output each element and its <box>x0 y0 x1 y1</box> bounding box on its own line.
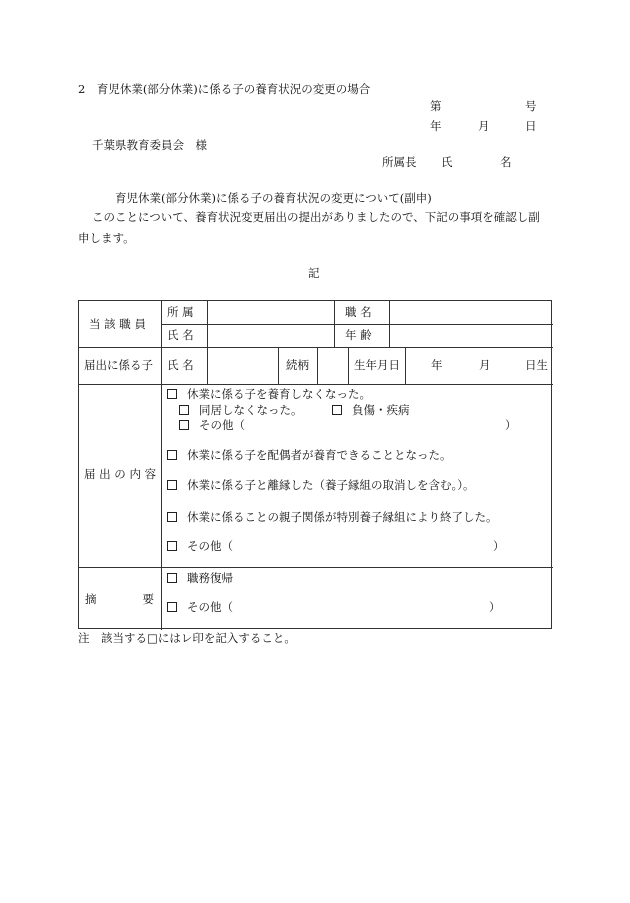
rule <box>79 567 553 568</box>
option-label: 休業に係る子を養育しなくなった。 <box>187 387 371 401</box>
checkbox[interactable] <box>167 480 177 490</box>
checkbox[interactable] <box>179 405 189 415</box>
rule <box>79 347 553 348</box>
checkbox[interactable] <box>179 420 189 430</box>
rule <box>389 301 390 347</box>
sender-name-b: 名 <box>500 155 512 169</box>
rule <box>207 301 208 384</box>
staff-header: 当 該 職 員 <box>89 317 146 331</box>
rule <box>334 301 335 347</box>
rule <box>161 324 553 325</box>
footnote: 注 該当する□にはレ印を記入すること。 <box>78 631 296 645</box>
option-other[interactable] <box>167 541 233 553</box>
option-no-cohabitation[interactable] <box>179 405 303 417</box>
rule <box>79 384 553 385</box>
option-label: 休業に係る子と離縁した（養子縁組の取消しを含む。）。 <box>187 478 475 492</box>
paren-close: ） <box>505 418 517 432</box>
doc-number-suffix: 号 <box>525 99 537 113</box>
option-dissolved-adoption[interactable] <box>167 480 475 492</box>
option-label: その他（ <box>187 539 233 553</box>
checkbox[interactable] <box>167 573 177 583</box>
name-label: 氏 名 <box>167 328 194 342</box>
option-return-to-duty[interactable] <box>167 573 233 585</box>
checkbox[interactable] <box>167 389 177 399</box>
checkbox[interactable] <box>167 541 177 551</box>
rule <box>348 347 349 384</box>
option-label: 同居しなくなった。 <box>199 403 303 417</box>
content-header: 届 出 の 内 容 <box>84 467 157 481</box>
option-label: 休業に係る子を配偶者が養育できることとなった。 <box>187 448 452 462</box>
position-label: 職 名 <box>345 305 372 319</box>
paren-close: ） <box>489 600 501 614</box>
subject-line: 育児休業(部分休業)に係る子の養育状況の変更について(副申) <box>115 191 432 205</box>
doc-number-prefix: 第 <box>430 99 442 113</box>
option-label: 休業に係ることの親子関係が特別養子縁組により終了した。 <box>187 510 498 524</box>
option-spouse-can-raise[interactable] <box>167 450 452 462</box>
option-stop-raising[interactable] <box>167 389 371 401</box>
checkbox[interactable] <box>167 602 177 612</box>
rule <box>161 301 162 630</box>
body-text-line2: 申します。 <box>78 231 135 245</box>
option-label: その他（ <box>187 600 233 614</box>
option-label: 負傷・疾病 <box>352 403 410 417</box>
option-label: その他（ <box>199 418 245 432</box>
body-text-line1: このことについて、養育状況変更届出の提出がありましたので、下記の事項を確認し副 <box>92 210 540 224</box>
ki-marker: 記 <box>308 266 320 280</box>
option-special-adoption-end[interactable] <box>167 512 498 524</box>
sender-title: 所属長 <box>382 155 417 169</box>
checkbox[interactable] <box>167 512 177 522</box>
child-name-label: 氏 名 <box>167 358 194 372</box>
age-label: 年 齢 <box>345 328 372 342</box>
option-label: 職務復帰 <box>187 571 233 585</box>
option-summary-other[interactable] <box>167 602 233 614</box>
affiliation-label: 所 属 <box>167 305 194 319</box>
form-heading: 2 育児休業(部分休業)に係る子の養育状況の変更の場合 <box>78 82 371 96</box>
date-day: 日 <box>525 119 537 133</box>
summary-header: 摘 要 <box>85 592 154 606</box>
date-year: 年 <box>430 119 442 133</box>
confirmation-table <box>78 300 552 629</box>
rule <box>278 347 279 384</box>
dob-label: 生年月日 <box>354 358 400 372</box>
dob-month: 月 <box>479 358 491 372</box>
option-injury-illness[interactable] <box>332 405 410 417</box>
relation-label: 続柄 <box>286 358 309 372</box>
date-month: 月 <box>478 119 490 133</box>
dob-year: 年 <box>431 358 443 372</box>
paren-close: ） <box>493 539 505 553</box>
rule <box>317 347 318 384</box>
option-other-sub[interactable] <box>179 420 245 432</box>
addressee: 千葉県教育委員会 様 <box>92 138 207 152</box>
sender-name-a: 氏 <box>441 155 453 169</box>
child-header: 届出に係る子 <box>84 358 153 372</box>
checkbox[interactable] <box>332 405 342 415</box>
dob-day: 日生 <box>525 358 548 372</box>
checkbox[interactable] <box>167 450 177 460</box>
rule <box>405 347 406 384</box>
